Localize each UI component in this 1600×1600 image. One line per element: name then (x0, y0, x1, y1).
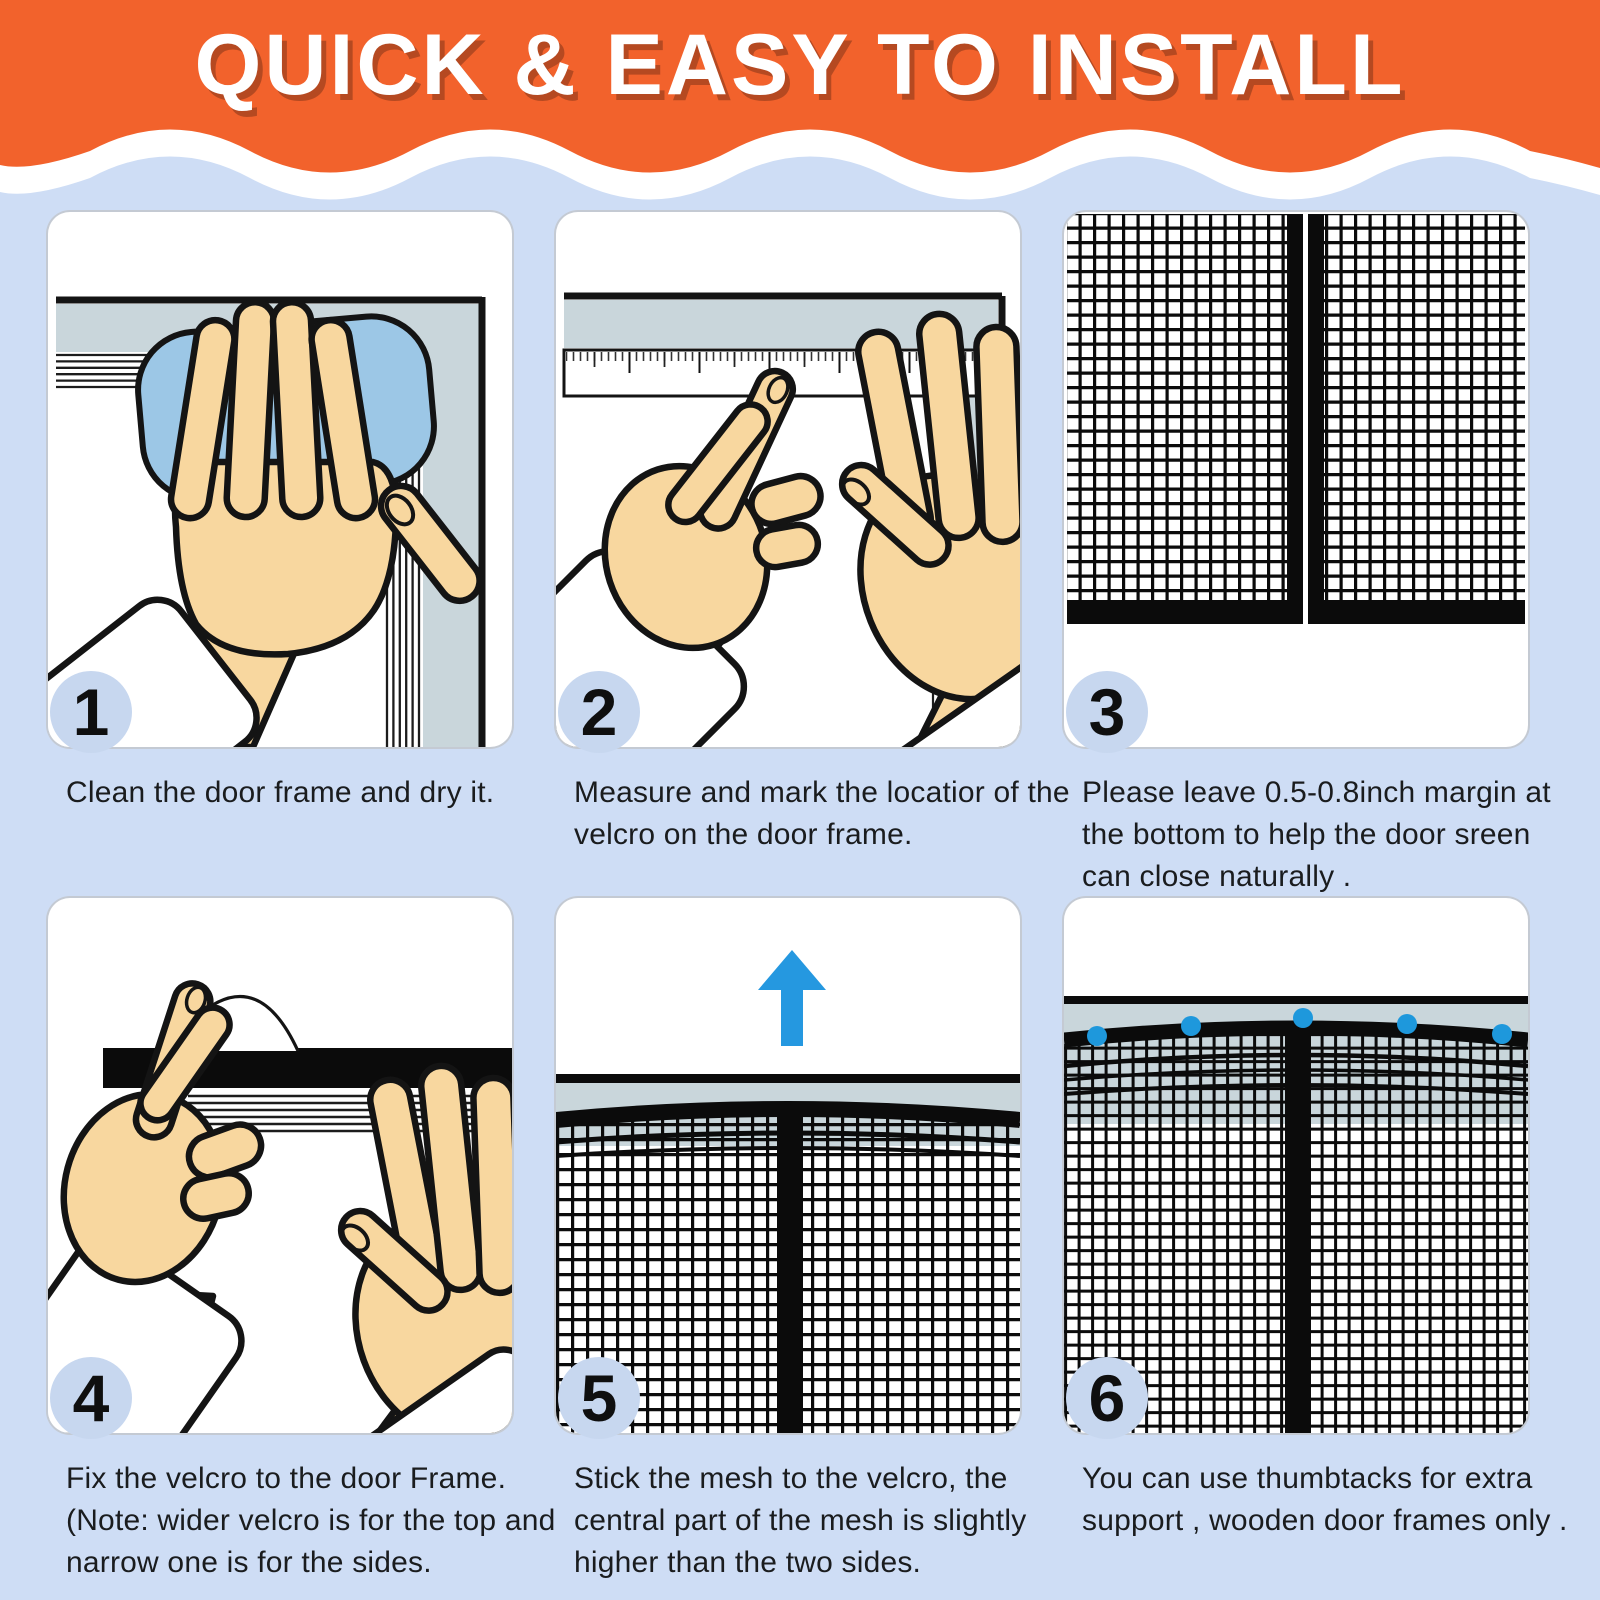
step-badge (558, 1357, 640, 1439)
step5-illustration (556, 898, 1020, 1433)
step-panel-6 (1064, 898, 1528, 1433)
step-badge (50, 671, 132, 753)
step-panel-5 (556, 898, 1020, 1433)
step-caption: Stick the mesh to the velcro, the central part of the mesh is slightly higher than the two sides. (574, 1462, 1027, 1579)
step-panel-1 (48, 212, 512, 747)
step-number: 3 (1088, 675, 1126, 749)
up-arrow-icon (758, 950, 826, 1046)
door-frame-top-line (556, 1074, 1020, 1083)
step-caption: Please leave 0.5-0.8inch margin at the bottom to help the door sreen can close naturally . (1082, 776, 1551, 893)
mesh-center-strip (1287, 214, 1303, 602)
step-caption: Clean the door frame and dry it. (66, 776, 495, 809)
step6-illustration (1064, 898, 1528, 1433)
mesh-center-strip (1285, 1028, 1311, 1433)
step1-illustration (48, 212, 512, 747)
step-number: 1 (72, 675, 110, 749)
step-badge (50, 1357, 132, 1439)
thumbtack-dot (1293, 1008, 1313, 1028)
step2-illustration (556, 212, 1020, 747)
step-panel-2 (556, 212, 1020, 747)
step-number: 2 (580, 675, 618, 749)
mesh-bottom-bar (1067, 600, 1303, 624)
step-badge (558, 671, 640, 753)
thumbtack-dot (1492, 1024, 1512, 1044)
step-caption: Fix the velcro to the door Frame. (Note: wider velcro is for the top and narrow one is for the sides. (66, 1462, 556, 1579)
step-panel-3 (1064, 212, 1528, 747)
step-caption: Measure and mark the locatior of the velcro on the door frame. (574, 776, 1070, 851)
right-hand-icon (324, 1064, 512, 1433)
step-caption: You can use thumbtacks for extra support , wooden door frames only . (1082, 1462, 1568, 1537)
step-badge (1066, 671, 1148, 753)
door-frame-top-line (1064, 996, 1528, 1004)
mesh-bottom-bar (1308, 600, 1525, 624)
page-title: QUICK & EASY TO INSTALL (194, 17, 1406, 113)
thumbtack-dot (1181, 1016, 1201, 1036)
header-banner (0, 0, 1600, 210)
step-number: 4 (72, 1361, 110, 1435)
step-badge (1066, 1357, 1148, 1439)
mesh-curtain (1067, 214, 1525, 624)
mesh-center-strip (777, 1104, 803, 1433)
step3-illustration (1064, 212, 1528, 747)
step-number: 6 (1088, 1361, 1126, 1435)
mesh-center-strip (1308, 214, 1324, 602)
thumbtack-dot (1087, 1026, 1107, 1046)
step-number: 5 (580, 1361, 618, 1435)
step4-illustration (48, 898, 512, 1433)
thumbtack-dot (1397, 1014, 1417, 1034)
step-panel-4 (48, 898, 512, 1433)
